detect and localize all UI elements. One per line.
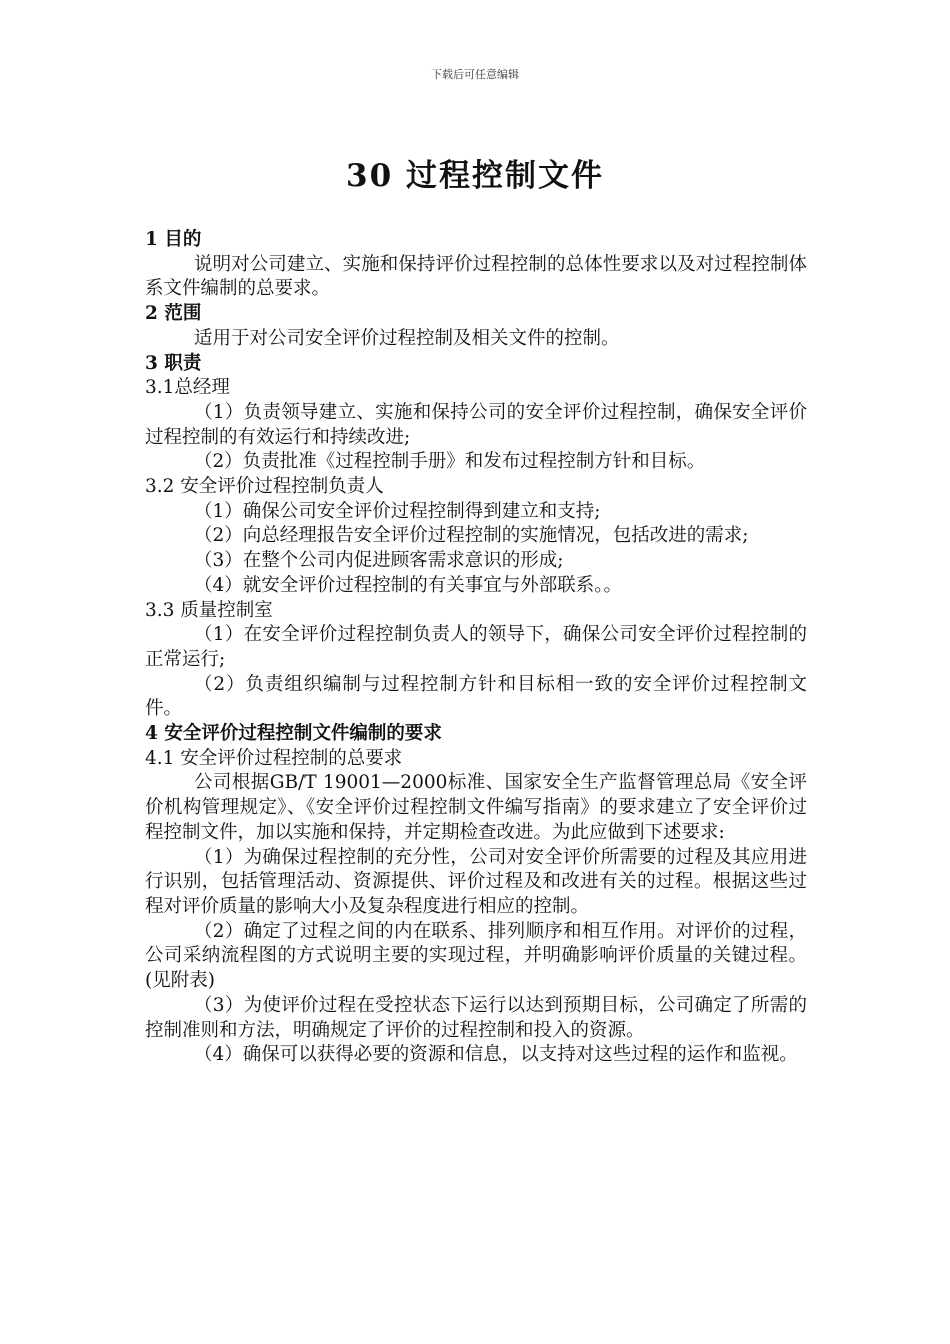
- body-paragraph: （4）确保可以获得必要的资源和信息，以支持对这些过程的运作和监视。: [194, 1044, 798, 1066]
- body-paragraph: （1）负责领导建立、实施和保持公司的安全评价过程控制，确保安全评价过程控制的有效运行和持续改进;: [145, 401, 807, 448]
- body-paragraph: （1）确保公司安全评价过程控制得到建立和支持;: [194, 500, 601, 522]
- section-heading: 3 职责: [145, 352, 202, 374]
- subsection-heading: 4.1 安全评价过程控制的总要求: [145, 747, 403, 769]
- body-paragraph: 公司根据GB/T 19001—2000标准、国家安全生产监督管理总局《安全评价机构管理规定》、《安全评价过程控制文件编写指南》的要求建立了安全评价过程控制文件，加以实施和保持，并定期检查改进。为此应做到下述要求:: [145, 772, 807, 843]
- body-paragraph: （2）向总经理报告安全评价过程控制的实施情况，包括改进的需求;: [194, 525, 749, 547]
- body-paragraph: （3）为使评价过程在受控状态下运行以达到预期目标，公司确定了所需的控制准则和方法，明确规定了评价的过程控制和投入的资源。: [145, 994, 807, 1041]
- document-title: 30 过程控制文件: [346, 158, 604, 194]
- section-heading: 4 安全评价过程控制文件编制的要求: [145, 723, 442, 745]
- body-paragraph: （2）确定了过程之间的内在联系、排列顺序和相互作用。对评价的过程，公司采纳流程图的方式说明主要的实现过程，并明确影响评价质量的关键过程。(见附表): [145, 920, 807, 992]
- section-heading: 2 范围: [145, 303, 202, 325]
- body-paragraph: （1）在安全评价过程控制负责人的领导下，确保公司安全评价过程控制的正常运行;: [145, 624, 807, 670]
- body-paragraph: （3）在整个公司内促进顾客需求意识的形成;: [194, 550, 564, 572]
- body-paragraph: （2）负责组织编制与过程控制方针和目标相一致的安全评价过程控制文件。: [145, 673, 807, 720]
- body-paragraph: （1）为确保过程控制的充分性，公司对安全评价所需要的过程及其应用进行识别，包括管理活动、资源提供、评价过程及和改进有关的过程。根据这些过程对评价质量的影响大小及复杂程度进行相应的控制。: [145, 846, 807, 917]
- document-body: [145, 228, 807, 1068]
- page-header-note: 下载后可任意编辑: [431, 68, 519, 81]
- subsection-heading: 3.1总经理: [145, 377, 230, 399]
- body-paragraph: 适用于对公司安全评价过程控制及相关文件的控制。: [194, 327, 620, 349]
- section-heading: 1 目的: [145, 229, 202, 250]
- subsection-heading: 3.2 安全评价过程控制负责人: [145, 476, 384, 498]
- subsection-heading: 3.3 质量控制室: [145, 599, 273, 621]
- body-paragraph: 说明对公司建立、实施和保持评价过程控制的总体性要求以及对过程控制体系文件编制的总要求。: [145, 253, 807, 300]
- body-paragraph: （4）就安全评价过程控制的有关事宜与外部联系。。: [194, 574, 623, 596]
- body-paragraph: （2）负责批准《过程控制手册》和发布过程控制方针和目标。: [194, 451, 706, 473]
